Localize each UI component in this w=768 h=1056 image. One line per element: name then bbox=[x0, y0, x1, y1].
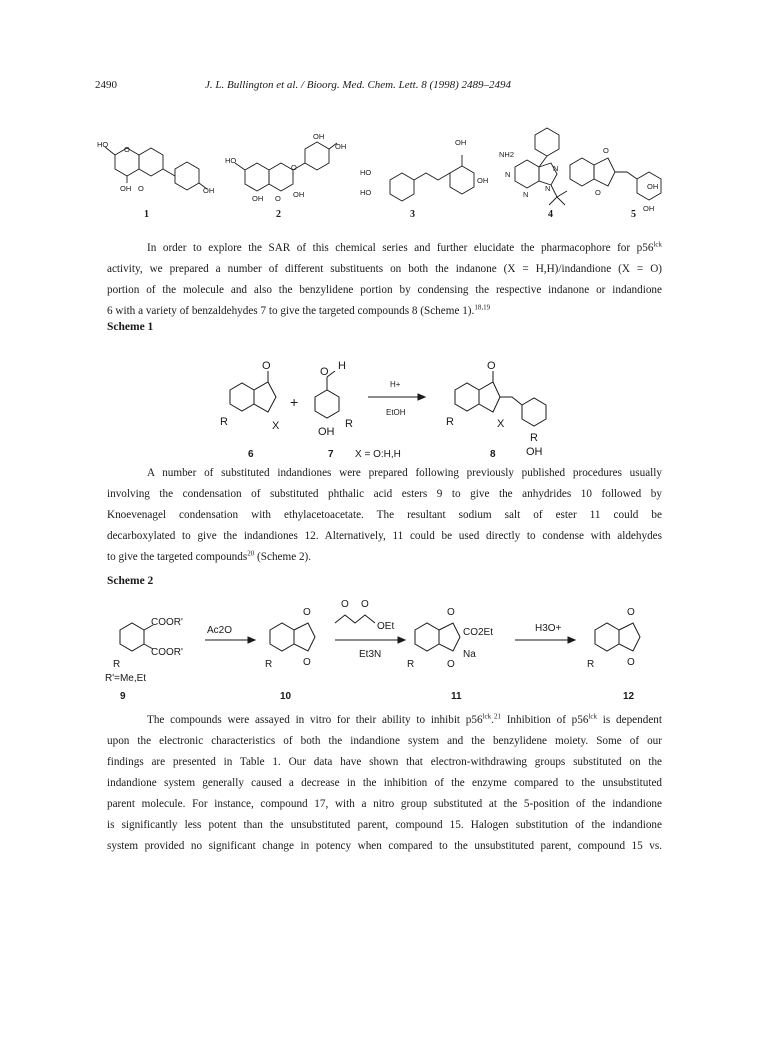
atom-label: R bbox=[446, 416, 454, 428]
atom-label: N bbox=[523, 190, 529, 199]
atom-label: O bbox=[361, 599, 369, 610]
atom-label: R bbox=[587, 659, 595, 670]
text-line: indandione system generally caused a decrease in the inhibition of the enzyme compared to the unsubstituted bbox=[107, 777, 662, 789]
atom-label: O bbox=[595, 188, 601, 197]
scheme-1-reaction bbox=[200, 335, 580, 475]
compound-number: 4 bbox=[548, 209, 553, 220]
scheme-2-label: Scheme 2 bbox=[107, 575, 154, 587]
x-definition: X = O:H,H bbox=[355, 449, 401, 460]
text-line: 6 with a variety of benzaldehydes 7 to give the targeted compounds 8 (Scheme 1).$^{18,19}$ bbox=[107, 303, 491, 317]
text-line: to give the targeted compounds$^{20}$ (Scheme 2). bbox=[107, 549, 312, 563]
text-line: parent molecule. For instance, compound 17, with a nitro group substituted at the 5-position of the indandione bbox=[107, 798, 662, 810]
atom-label: OH bbox=[252, 194, 264, 203]
atom-label: HO bbox=[360, 168, 372, 177]
atom-label: X bbox=[272, 420, 280, 432]
atom-label: COOR' bbox=[151, 617, 183, 628]
text-line: is significantly less potent than the unsubstituted parent, compound 15. Halogen substitution of the indandione bbox=[107, 819, 662, 831]
atom-label: R bbox=[265, 659, 273, 670]
atom-label: NH2 bbox=[499, 150, 515, 159]
r-definition: R'=Me,Et bbox=[105, 673, 147, 684]
atom-label: O bbox=[447, 659, 455, 670]
text-line: The compounds were assayed in vitro for their ability to inhibit $p56^{lck}.^{21}$ Inhibition of $p56^{lck}$ is dependent bbox=[147, 712, 662, 726]
atom-label: OH bbox=[477, 176, 489, 185]
atom-label: HO bbox=[360, 188, 372, 197]
atom-label: O bbox=[627, 607, 635, 618]
atom-label: OH bbox=[526, 446, 543, 458]
atom-label: H bbox=[338, 360, 346, 372]
atom-label: HO bbox=[225, 156, 237, 165]
atom-label: OH bbox=[313, 132, 325, 141]
paragraph-assay bbox=[107, 710, 662, 857]
atom-label: OH bbox=[120, 184, 132, 193]
atom-label: Na bbox=[463, 649, 476, 660]
text-line: decarboxylated to give the indandiones 12. Alternatively, 11 could be used directly to condense with aldehydes bbox=[107, 530, 662, 542]
compound-number: 7 bbox=[328, 449, 334, 460]
running-header-citation: J. L. Bullington et al. / Bioorg. Med. Chem. Lett. 8 (1998) 2489–2494 bbox=[205, 79, 512, 91]
compound-number: 9 bbox=[120, 691, 126, 702]
compound-number: 12 bbox=[623, 691, 635, 702]
atom-label: R bbox=[113, 659, 121, 670]
paragraph-synthesis bbox=[107, 463, 662, 568]
scheme-2-reaction bbox=[95, 595, 675, 705]
atom-label: OH bbox=[643, 204, 655, 213]
atom-label: O bbox=[603, 146, 609, 155]
text-line: involving the condensation of substituted phthalic acid esters 9 to give the anhydrides 10 followed by bbox=[107, 488, 662, 500]
compound-number: 11 bbox=[451, 691, 462, 702]
text-line: portion of the molecule and also the benzylidene portion by condensing the respective indanone or indandione bbox=[107, 284, 662, 296]
text-line: Knoevenagel condensation with ethylacetoacetate. The resultant sodium salt of ester 11 could be bbox=[107, 509, 662, 521]
compound-number: 2 bbox=[276, 209, 281, 220]
atom-label: R bbox=[220, 416, 228, 428]
atom-label: OH bbox=[293, 190, 305, 199]
atom-label: N bbox=[505, 170, 511, 179]
atom-label: R bbox=[345, 418, 353, 430]
plus-sign: + bbox=[290, 394, 299, 410]
compound-number: 10 bbox=[280, 691, 292, 702]
atom-label: O bbox=[447, 607, 455, 618]
reagent-label: H+ bbox=[390, 380, 401, 389]
atom-label: CO2Et bbox=[463, 627, 494, 638]
paragraph-sar bbox=[107, 238, 662, 322]
text-line: In order to explore the SAR of this chemical series and further elucidate the pharmacophore for $p56^{lck}$ bbox=[147, 240, 662, 254]
text-line: activity, we prepared a number of different substituents on both the indanone (X = H,H)/indandione (X = O) bbox=[107, 263, 662, 275]
atom-label: OH bbox=[455, 138, 467, 147]
atom-label: O bbox=[303, 657, 311, 668]
compound-number: 5 bbox=[631, 209, 636, 220]
text-line: findings are presented in Table 1. Our data have shown that electron-withdrawing groups substituted on the bbox=[107, 756, 662, 768]
scheme-1-label: Scheme 1 bbox=[107, 321, 154, 333]
compound-number: 3 bbox=[410, 209, 415, 220]
reagent-label: EtOH bbox=[386, 408, 406, 417]
page-number: 2490 bbox=[95, 79, 117, 91]
atom-label: OH bbox=[647, 182, 659, 191]
atom-label: X bbox=[497, 418, 505, 430]
atom-label: N bbox=[545, 184, 551, 193]
atom-label: COOR' bbox=[151, 647, 183, 658]
compound-number: 6 bbox=[248, 449, 254, 460]
atom-label: N bbox=[553, 164, 559, 173]
reagent-label: Ac2O bbox=[207, 625, 233, 636]
atom-label: O bbox=[138, 184, 144, 193]
atom-label: O bbox=[627, 657, 635, 668]
atom-label: O bbox=[341, 599, 349, 610]
atom-label: OH bbox=[318, 426, 335, 438]
reagent-label: OEt bbox=[377, 621, 395, 632]
compound-structures-1-5 bbox=[95, 125, 675, 225]
text-line: system provided no significant change in potency when compared to the unsubstituted parent, compound 15 vs. bbox=[107, 840, 662, 852]
atom-label: HO bbox=[97, 140, 109, 149]
reagent-label: Et3N bbox=[359, 649, 382, 660]
text-line: upon the electronic characteristics of both the indandione system and the benzylidene moiety. Some of our bbox=[107, 735, 662, 747]
atom-label: R bbox=[530, 432, 538, 444]
atom-label: O bbox=[262, 360, 271, 372]
atom-label: O bbox=[291, 163, 297, 172]
compound-number: 1 bbox=[144, 209, 149, 220]
atom-label: O bbox=[303, 607, 311, 618]
atom-label: O bbox=[320, 366, 329, 378]
text-line: A number of substituted indandiones were prepared following previously published procedures usually bbox=[147, 467, 662, 479]
atom-label: OH bbox=[203, 186, 215, 195]
atom-label: OH bbox=[335, 142, 347, 151]
atom-label: O bbox=[124, 145, 130, 154]
atom-label: R bbox=[407, 659, 415, 670]
compound-number: 8 bbox=[490, 449, 496, 460]
atom-label: O bbox=[487, 360, 496, 372]
atom-label: O bbox=[275, 194, 281, 203]
reagent-label: H3O+ bbox=[535, 623, 562, 634]
